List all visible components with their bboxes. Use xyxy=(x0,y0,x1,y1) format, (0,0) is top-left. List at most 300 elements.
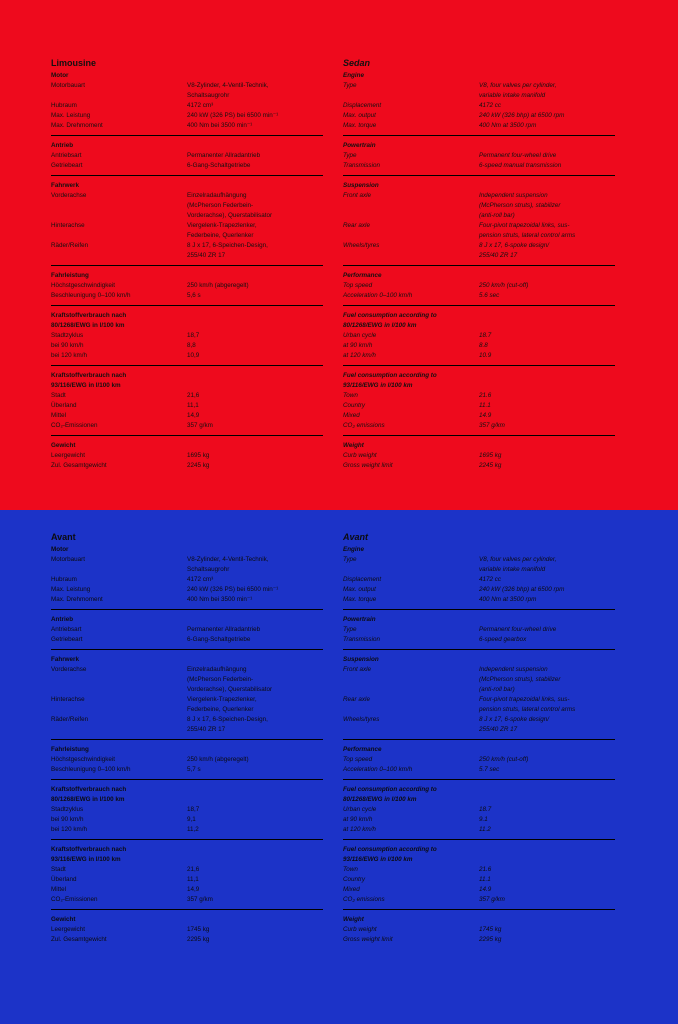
spec-row xyxy=(51,451,323,461)
spec-label: Stadt xyxy=(51,392,66,399)
spec-row xyxy=(343,885,615,895)
spec-row xyxy=(343,351,615,361)
spec-row xyxy=(343,695,615,715)
spec-label: Stadt xyxy=(51,866,66,873)
spec-label: Hubraum xyxy=(51,576,77,583)
spec-label: Höchstgeschwindigkeit xyxy=(51,756,116,763)
spec-row xyxy=(343,635,615,645)
spec-value: 4172 cm³ xyxy=(187,576,214,583)
spec-value: 8.8 xyxy=(479,342,488,349)
spec-value: 6-speed manual transmission xyxy=(479,162,562,169)
spec-value: Einzelradaufhängung (McPherson Federbein- Vorderachse), Querstabilisator xyxy=(187,666,273,693)
spec-row xyxy=(51,461,323,471)
spec-label: Displacement xyxy=(343,576,382,583)
column-title: Avant xyxy=(343,532,369,542)
spec-row xyxy=(343,585,615,595)
spec-label: Town xyxy=(343,392,358,399)
spec-label: Urban cycle xyxy=(343,332,377,339)
spec-row xyxy=(51,111,323,121)
spec-label: Leergewicht xyxy=(51,926,85,933)
spec-row xyxy=(51,401,323,411)
spec-row xyxy=(51,595,323,605)
spec-row xyxy=(343,575,615,585)
spec-label: Vorderachse xyxy=(51,192,87,199)
spec-value: V8, four valves per cylinder, variable intake manifold xyxy=(479,556,557,573)
section-heading: Gewicht xyxy=(51,916,76,923)
spec-row xyxy=(51,101,323,111)
spec-row xyxy=(343,665,615,695)
section-heading: Fahrleistung xyxy=(51,746,89,753)
spec-section xyxy=(343,545,615,610)
spec-row xyxy=(51,81,323,101)
section-heading: Antrieb xyxy=(51,142,74,149)
column-title: Sedan xyxy=(343,58,371,68)
spec-label: Type xyxy=(343,556,357,563)
section-heading: Kraftstoffverbrauch nach 93/116/EWG in l/100 km xyxy=(51,372,127,389)
spec-value: Permanenter Allradantrieb xyxy=(187,152,261,159)
spec-row xyxy=(343,865,615,875)
spec-label: Type xyxy=(343,626,357,633)
spec-label: Max. torque xyxy=(343,122,377,129)
spec-label: Acceleration 0–100 km/h xyxy=(343,292,413,299)
spec-label: Mixed xyxy=(343,412,360,419)
spec-row xyxy=(51,291,323,301)
section-heading: Kraftstoffverbrauch nach 80/1268/EWG in l/100 km xyxy=(51,786,127,803)
spec-value: 8 J x 17, 6-Speichen-Design, 255/40 ZR 17 xyxy=(187,716,268,733)
spec-label: CO₂-Emissionen xyxy=(51,896,98,903)
spec-label: Town xyxy=(343,866,358,873)
spec-value: 14.9 xyxy=(479,886,492,893)
spec-label: Räder/Reifen xyxy=(51,716,89,723)
spec-value: 14,9 xyxy=(187,412,200,419)
spec-row xyxy=(343,401,615,411)
spec-label: Stadtzyklus xyxy=(51,806,84,813)
spec-row xyxy=(51,885,323,895)
spec-label: Curb weight xyxy=(343,926,377,933)
spec-row xyxy=(343,935,615,945)
spec-label: Top speed xyxy=(343,756,373,763)
spec-row xyxy=(51,625,323,635)
german-column xyxy=(51,531,323,954)
spec-section xyxy=(343,915,615,949)
section-heading: Performance xyxy=(343,272,382,279)
spec-value: 400 Nm at 3500 rpm xyxy=(479,122,537,129)
spec-section xyxy=(51,745,323,780)
spec-value: 250 km/h (abgeregelt) xyxy=(187,756,249,763)
section-heading: Engine xyxy=(343,546,364,553)
spec-value: 11,2 xyxy=(187,826,199,833)
spec-row xyxy=(343,805,615,815)
spec-value: 250 km/h (abgeregelt) xyxy=(187,282,249,289)
spec-section xyxy=(51,785,323,840)
spec-section xyxy=(343,655,615,740)
spec-row xyxy=(51,241,323,261)
spec-label: Type xyxy=(343,152,357,159)
spec-label: Motorbauart xyxy=(51,556,85,563)
spec-value: 14.9 xyxy=(479,412,492,419)
spec-row xyxy=(51,665,323,695)
spec-label: Max. torque xyxy=(343,596,377,603)
spec-section xyxy=(343,141,615,176)
spec-label: bei 120 km/h xyxy=(51,352,88,359)
spec-label: Vorderachse xyxy=(51,666,87,673)
spec-value: 21.6 xyxy=(479,866,492,873)
spec-label: Getriebeart xyxy=(51,162,83,169)
spec-label: Antriebsart xyxy=(51,152,82,159)
spec-row xyxy=(343,875,615,885)
section-heading: Motor xyxy=(51,546,69,553)
spec-row xyxy=(51,121,323,131)
spec-section xyxy=(51,311,323,366)
spec-value: 4172 cc xyxy=(479,576,502,583)
spec-value: 240 kW (326 bhp) at 6500 rpm xyxy=(479,586,565,593)
section-heading: Suspension xyxy=(343,656,379,663)
spec-row xyxy=(343,451,615,461)
spec-label: Max. output xyxy=(343,586,376,593)
spec-label: Mixed xyxy=(343,886,360,893)
spec-value: 21,6 xyxy=(187,866,200,873)
section-heading: Kraftstoffverbrauch nach 80/1268/EWG in l/100 km xyxy=(51,312,127,329)
spec-label: Zul. Gesamtgewicht xyxy=(51,462,107,469)
spec-label: bei 90 km/h xyxy=(51,816,84,823)
section-heading: Motor xyxy=(51,72,69,79)
spec-value: 6-Gang-Schaltgetriebe xyxy=(187,162,251,169)
spec-label: Überland xyxy=(51,876,77,883)
spec-label: CO₂ emissions xyxy=(343,422,385,429)
spec-section xyxy=(51,271,323,306)
spec-label: Gross weight limit xyxy=(343,462,393,469)
spec-section xyxy=(343,371,615,436)
spec-value: 400 Nm bei 3500 min⁻¹ xyxy=(187,596,253,603)
spec-value: 6-Gang-Schaltgetriebe xyxy=(187,636,251,643)
spec-row xyxy=(343,241,615,261)
spec-value: 8,8 xyxy=(187,342,196,349)
spec-row xyxy=(51,805,323,815)
spec-row xyxy=(51,585,323,595)
spec-row xyxy=(343,595,615,605)
spec-section xyxy=(343,785,615,840)
spec-row xyxy=(343,895,615,905)
spec-label: Max. Leistung xyxy=(51,586,91,593)
spec-label: Leergewicht xyxy=(51,452,85,459)
spec-label: Country xyxy=(343,402,366,409)
spec-label: Hubraum xyxy=(51,102,77,109)
spec-row xyxy=(343,625,615,635)
spec-value: Einzelradaufhängung (McPherson Federbein- Vorderachse), Querstabilisator xyxy=(187,192,273,219)
spec-label: Mittel xyxy=(51,886,67,893)
spec-value: 2245 kg xyxy=(187,462,210,469)
spec-row xyxy=(343,121,615,131)
spec-value: 357 g/km xyxy=(187,422,213,429)
spec-value: 357 g/km xyxy=(479,422,505,429)
spec-value: 11.1 xyxy=(479,876,491,883)
spec-row xyxy=(343,341,615,351)
spec-row xyxy=(51,765,323,775)
spec-value: Viergelenk-Trapezlenker, Federbeine, Querlenker xyxy=(187,696,257,713)
spec-label: Front axle xyxy=(343,192,371,199)
spec-section xyxy=(51,615,323,650)
spec-value: Four-pivot trapezoidal links, sus- pension struts, lateral control arms xyxy=(479,696,576,713)
spec-value: 1745 kg xyxy=(479,926,502,933)
spec-label: Motorbauart xyxy=(51,82,85,89)
section-heading: Engine xyxy=(343,72,364,79)
spec-label: at 90 km/h xyxy=(343,342,373,349)
spec-row xyxy=(51,411,323,421)
spec-row xyxy=(343,825,615,835)
section-heading: Suspension xyxy=(343,182,379,189)
spec-value: V8-Zylinder, 4-Ventil-Technik, Schaltsaugrohr xyxy=(187,556,269,573)
spec-value: 5,6 s xyxy=(187,292,201,299)
spec-row xyxy=(51,715,323,735)
spec-value: 8 J x 17, 6-spoke design/ 255/40 ZR 17 xyxy=(479,716,550,733)
spec-value: Permanent four-wheel drive xyxy=(479,626,557,633)
section-heading: Weight xyxy=(343,916,364,923)
spec-value: Permanent four-wheel drive xyxy=(479,152,557,159)
spec-value: 6-speed gearbox xyxy=(479,636,527,643)
spec-label: Front axle xyxy=(343,666,371,673)
spec-row xyxy=(343,221,615,241)
spec-value: 8 J x 17, 6-Speichen-Design, 255/40 ZR 17 xyxy=(187,242,268,259)
spec-label: at 120 km/h xyxy=(343,352,376,359)
spec-row xyxy=(343,411,615,421)
column-title: Limousine xyxy=(51,58,97,68)
spec-value: 250 km/h (cut-off) xyxy=(479,756,529,763)
spec-value: 240 kW (326 PS) bei 6500 min⁻¹ xyxy=(187,112,279,119)
spec-label: Hinterachse xyxy=(51,696,85,703)
spec-row xyxy=(51,341,323,351)
spec-row xyxy=(343,161,615,171)
spec-row xyxy=(343,281,615,291)
spec-value: 240 kW (326 PS) bei 6500 min⁻¹ xyxy=(187,586,279,593)
spec-section xyxy=(51,655,323,740)
spec-row xyxy=(51,575,323,585)
spec-value: 400 Nm bei 3500 min⁻¹ xyxy=(187,122,253,129)
spec-row xyxy=(51,755,323,765)
spec-label: Country xyxy=(343,876,366,883)
spec-section xyxy=(51,181,323,266)
spec-section xyxy=(343,845,615,910)
spec-row xyxy=(51,695,323,715)
spec-value: 18,7 xyxy=(187,806,200,813)
spec-value: 14,9 xyxy=(187,886,200,893)
section-heading: Kraftstoffverbrauch nach 93/116/EWG in l/100 km xyxy=(51,846,127,863)
spec-value: 4172 cc xyxy=(479,102,502,109)
spec-value: 18.7 xyxy=(479,332,492,339)
spec-row xyxy=(51,875,323,885)
spec-section xyxy=(343,181,615,266)
spec-section xyxy=(51,441,323,475)
spec-row xyxy=(51,331,323,341)
spec-section xyxy=(343,271,615,306)
spec-label: Wheels/tyres xyxy=(343,242,380,249)
section-heading: Fuel consumption according to 93/116/EWG in l/100 km xyxy=(343,846,437,863)
section-heading: Fahrwerk xyxy=(51,656,79,663)
spec-value: Viergelenk-Trapezlenker, Federbeine, Querlenker xyxy=(187,222,257,239)
spec-row xyxy=(343,925,615,935)
section-heading: Fuel consumption according to 80/1268/EWG in l/100 km xyxy=(343,312,437,329)
spec-section xyxy=(343,311,615,366)
spec-label: Hinterachse xyxy=(51,222,85,229)
spec-section xyxy=(343,615,615,650)
spec-label: Displacement xyxy=(343,102,382,109)
spec-value: 2295 kg xyxy=(187,936,210,943)
spec-value: 9,1 xyxy=(187,816,196,823)
spec-value: 5.6 sec xyxy=(479,292,500,299)
spec-row xyxy=(51,281,323,291)
spec-value: Four-pivot trapezoidal links, sus- pension struts, lateral control arms xyxy=(479,222,576,239)
spec-value: Permanenter Allradantrieb xyxy=(187,626,261,633)
spec-label: Beschleunigung 0–100 km/h xyxy=(51,766,131,773)
spec-value: 400 Nm at 3500 rpm xyxy=(479,596,537,603)
section-heading: Weight xyxy=(343,442,364,449)
spec-section xyxy=(343,745,615,780)
spec-row xyxy=(51,221,323,241)
spec-label: Räder/Reifen xyxy=(51,242,89,249)
spec-row xyxy=(51,161,323,171)
spec-label: Antriebsart xyxy=(51,626,82,633)
spec-label: Gross weight limit xyxy=(343,936,393,943)
spec-row xyxy=(343,555,615,575)
spec-value: 240 kW (326 bhp) at 6500 rpm xyxy=(479,112,565,119)
spec-row xyxy=(343,331,615,341)
spec-value: 11.2 xyxy=(479,826,491,833)
spec-row xyxy=(343,715,615,735)
section-heading: Antrieb xyxy=(51,616,74,623)
spec-value: 1695 kg xyxy=(187,452,210,459)
spec-row xyxy=(51,635,323,645)
spec-value: V8, four valves per cylinder, variable intake manifold xyxy=(479,82,557,99)
spec-section xyxy=(51,141,323,176)
spec-row xyxy=(51,351,323,361)
section-heading: Fuel consumption according to 93/116/EWG in l/100 km xyxy=(343,372,437,389)
spec-label: Wheels/tyres xyxy=(343,716,380,723)
spec-label: bei 90 km/h xyxy=(51,342,84,349)
spec-row xyxy=(343,101,615,111)
spec-row xyxy=(343,765,615,775)
spec-row xyxy=(343,461,615,471)
spec-value: 10.9 xyxy=(479,352,492,359)
spec-section xyxy=(51,71,323,136)
spec-label: Beschleunigung 0–100 km/h xyxy=(51,292,131,299)
spec-row xyxy=(51,825,323,835)
spec-row xyxy=(51,815,323,825)
spec-label: CO₂ emissions xyxy=(343,896,385,903)
spec-value: 357 g/km xyxy=(187,896,213,903)
spec-value: 8 J x 17, 6-spoke design/ 255/40 ZR 17 xyxy=(479,242,550,259)
spec-label: Mittel xyxy=(51,412,67,419)
spec-value: 1695 kg xyxy=(479,452,502,459)
avant-panel xyxy=(0,510,678,1024)
spec-value: 357 g/km xyxy=(479,896,505,903)
section-heading: Fahrwerk xyxy=(51,182,79,189)
spec-label: Überland xyxy=(51,402,77,409)
spec-section xyxy=(343,441,615,475)
spec-value: 9.1 xyxy=(479,816,488,823)
spec-label: Curb weight xyxy=(343,452,377,459)
spec-section xyxy=(51,845,323,910)
spec-row xyxy=(51,935,323,945)
spec-row xyxy=(343,391,615,401)
spec-label: Max. Drehmoment xyxy=(51,596,103,603)
spec-row xyxy=(343,151,615,161)
section-heading: Powertrain xyxy=(343,142,376,149)
spec-value: 1745 kg xyxy=(187,926,210,933)
spec-label: Max. Drehmoment xyxy=(51,122,103,129)
section-heading: Performance xyxy=(343,746,382,753)
spec-section xyxy=(51,915,323,949)
spec-value: V8-Zylinder, 4-Ventil-Technik, Schaltsaugrohr xyxy=(187,82,269,99)
spec-label: Getriebeart xyxy=(51,636,83,643)
spec-row xyxy=(343,191,615,221)
spec-label: Höchstgeschwindigkeit xyxy=(51,282,116,289)
spec-value: Independent suspension (McPherson struts), stabilizer (anti-roll bar) xyxy=(479,666,561,693)
section-heading: Powertrain xyxy=(343,616,376,623)
spec-label: Zul. Gesamtgewicht xyxy=(51,936,107,943)
spec-row xyxy=(51,895,323,905)
spec-label: Max. Leistung xyxy=(51,112,91,119)
spec-row xyxy=(343,755,615,765)
english-column xyxy=(343,531,615,954)
spec-row xyxy=(51,421,323,431)
spec-section xyxy=(51,545,323,610)
spec-row xyxy=(51,865,323,875)
spec-row xyxy=(51,151,323,161)
spec-value: 250 km/h (cut-off) xyxy=(479,282,529,289)
spec-section xyxy=(51,371,323,436)
spec-label: bei 120 km/h xyxy=(51,826,88,833)
spec-value: 4172 cm³ xyxy=(187,102,214,109)
spec-value: Independent suspension (McPherson struts), stabilizer (anti-roll bar) xyxy=(479,192,561,219)
spec-label: Rear axle xyxy=(343,696,370,703)
spec-label: Transmission xyxy=(343,162,380,169)
spec-label: Stadtzyklus xyxy=(51,332,84,339)
spec-row xyxy=(343,421,615,431)
spec-label: Max. output xyxy=(343,112,376,119)
spec-row xyxy=(343,111,615,121)
spec-row xyxy=(343,291,615,301)
spec-value: 18,7 xyxy=(187,332,200,339)
spec-section xyxy=(343,71,615,136)
spec-value: 10,9 xyxy=(187,352,200,359)
spec-label: Rear axle xyxy=(343,222,370,229)
spec-label: Transmission xyxy=(343,636,380,643)
spec-row xyxy=(343,815,615,825)
spec-value: 21,6 xyxy=(187,392,200,399)
german-column xyxy=(51,57,323,480)
section-heading: Fuel consumption according to 80/1268/EWG in l/100 km xyxy=(343,786,437,803)
spec-row xyxy=(51,925,323,935)
spec-row xyxy=(51,391,323,401)
spec-value: 11,1 xyxy=(187,402,199,409)
spec-value: 11.1 xyxy=(479,402,491,409)
section-heading: Fahrleistung xyxy=(51,272,89,279)
spec-label: Type xyxy=(343,82,357,89)
spec-value: 2295 kg xyxy=(479,936,502,943)
spec-label: at 90 km/h xyxy=(343,816,373,823)
spec-label: Top speed xyxy=(343,282,373,289)
section-heading: Gewicht xyxy=(51,442,76,449)
spec-value: 5.7 sec xyxy=(479,766,500,773)
spec-row xyxy=(343,81,615,101)
spec-value: 21.6 xyxy=(479,392,492,399)
spec-value: 11,1 xyxy=(187,876,199,883)
spec-label: at 120 km/h xyxy=(343,826,376,833)
column-title: Avant xyxy=(51,532,76,542)
spec-row xyxy=(51,555,323,575)
english-column xyxy=(343,57,615,480)
spec-label: Acceleration 0–100 km/h xyxy=(343,766,413,773)
spec-value: 5,7 s xyxy=(187,766,201,773)
